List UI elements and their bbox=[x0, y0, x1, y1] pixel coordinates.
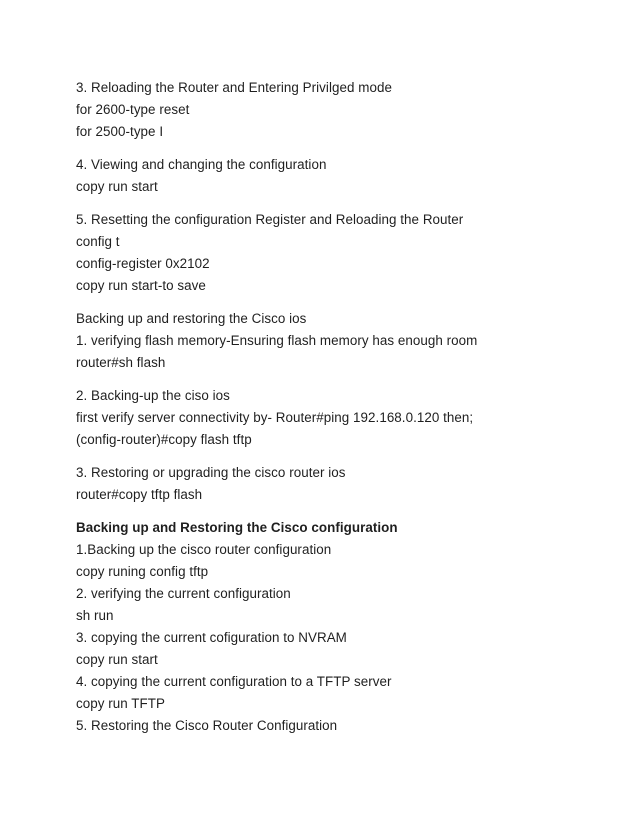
text-line: 5. Resetting the configuration Register and Reloading the Router bbox=[76, 212, 464, 227]
text-line: for 2600-type reset bbox=[76, 102, 190, 117]
text-line: 1.Backing up the cisco router configuration bbox=[76, 542, 332, 557]
text-line: copy runing config tftp bbox=[76, 564, 209, 579]
text-line: first verify server connectivity by- Router#ping 192.168.0.120 then; bbox=[76, 410, 474, 425]
text-line: router#copy tftp flash bbox=[76, 487, 203, 502]
section-restoring-ios bbox=[76, 462, 596, 506]
text-line: (config-router)#copy flash tftp bbox=[76, 432, 252, 447]
text-line: 2. Backing-up the ciso ios bbox=[76, 388, 230, 403]
section-resetting-register bbox=[76, 209, 596, 297]
text-line: 4. copying the current configuration to a TFTP server bbox=[76, 674, 392, 689]
text-line: config t bbox=[76, 234, 120, 249]
text-line: 3. copying the current cofiguration to NVRAM bbox=[76, 630, 347, 645]
text-line: 3. Restoring or upgrading the cisco router ios bbox=[76, 465, 346, 480]
text-line: Backing up and restoring the Cisco ios bbox=[76, 311, 307, 326]
text-line: 3. Reloading the Router and Entering Privilged mode bbox=[76, 80, 392, 95]
text-line: copy run TFTP bbox=[76, 696, 165, 711]
text-line: for 2500-type I bbox=[76, 124, 164, 139]
section-viewing-configuration bbox=[76, 154, 596, 198]
section-reloading-router bbox=[76, 77, 596, 143]
section-backing-up-configuration bbox=[76, 517, 596, 737]
text-line: sh run bbox=[76, 608, 114, 623]
text-line: router#sh flash bbox=[76, 355, 166, 370]
text-line: copy run start bbox=[76, 179, 158, 194]
text-line: 4. Viewing and changing the configuration bbox=[76, 157, 327, 172]
text-line: 2. verifying the current configuration bbox=[76, 586, 291, 601]
section-backing-up-ciso-ios bbox=[76, 385, 596, 451]
text-line: copy run start bbox=[76, 652, 158, 667]
text-line: copy run start-to save bbox=[76, 278, 206, 293]
text-line: 5. Restoring the Cisco Router Configuration bbox=[76, 718, 338, 733]
section-backing-up-ios bbox=[76, 308, 596, 374]
section-heading: Backing up and Restoring the Cisco configuration bbox=[76, 520, 398, 535]
text-line: 1. verifying flash memory-Ensuring flash memory has enough room bbox=[76, 333, 478, 348]
document-page bbox=[76, 77, 596, 737]
text-line: config-register 0x2102 bbox=[76, 256, 210, 271]
